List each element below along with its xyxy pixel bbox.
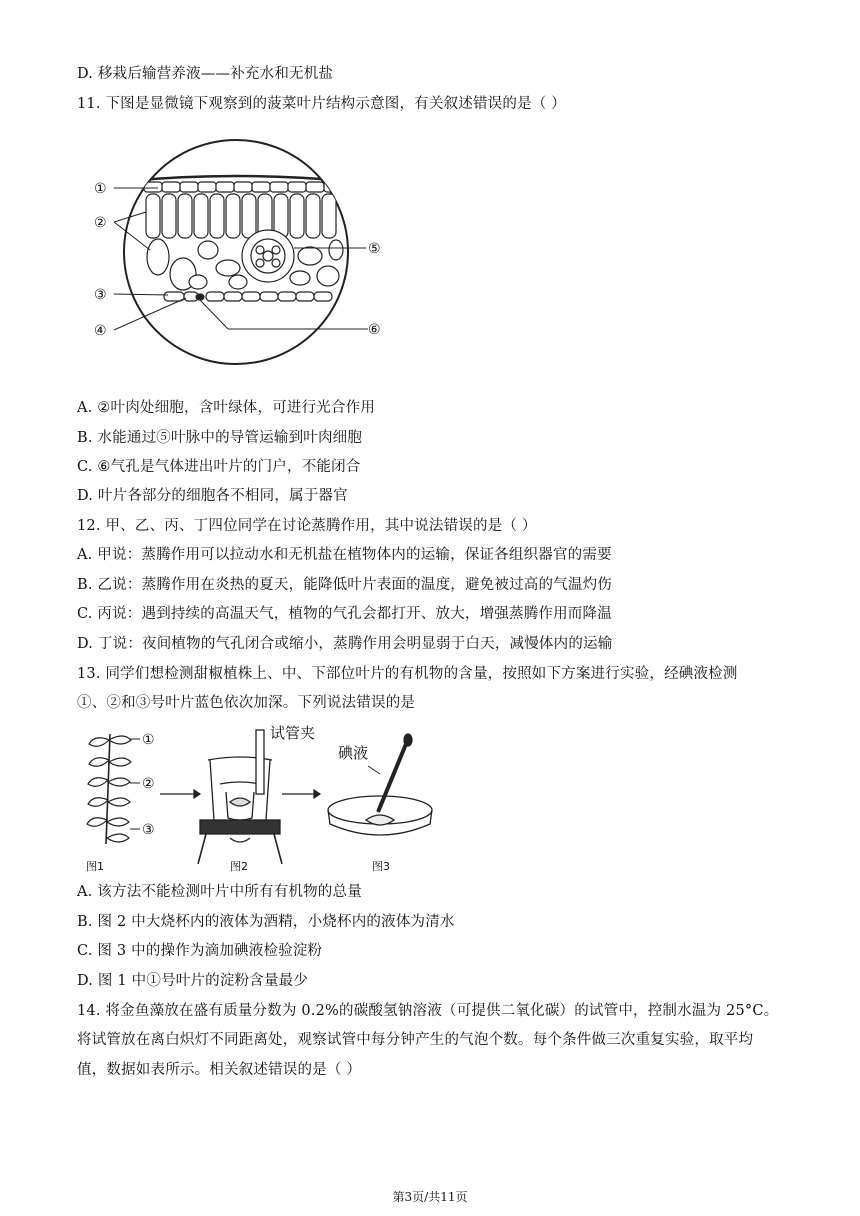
leaf-label-6: ⑥ <box>368 322 381 338</box>
question-14-stem-cont2: 值，数据如表所示。相关叙述错误的是（ ） <box>77 1062 362 1078</box>
experiment-figure <box>80 722 460 874</box>
option-b-q13: B. 图 2 中大烧杯内的液体为酒精，小烧杯内的液体为清水 <box>77 914 455 930</box>
option-a-q11: A. ②叶肉处细胞，含叶绿体，可进行光合作用 <box>77 400 376 416</box>
plant-label-1: ① <box>142 732 155 748</box>
question-13-stem: 13. 同学们想检测甜椒植株上、中、下部位叶片的有机物的含量，按照如下方案进行实验，经碘液检测 <box>77 666 738 682</box>
fig2-caption: 图2 <box>230 860 248 873</box>
option-c-q12: C. 丙说：遇到持续的高温天气，植物的气孔会都打开、放大，增强蒸腾作用而降温 <box>77 606 612 622</box>
option-a-q12: A. 甲说：蒸腾作用可以拉动水和无机盐在植物体内的运输，保证各组织器官的需要 <box>77 547 612 563</box>
leaf-label-2: ② <box>94 215 107 231</box>
option-c-q13: C. 图 3 中的操作为滴加碘液检验淀粉 <box>77 943 323 959</box>
option-a-q13: A. 该方法不能检测叶片中所有有机物的总量 <box>77 884 362 900</box>
leaf-label-4: ④ <box>94 323 107 339</box>
question-14-stem-cont1: 将试管放在离白炽灯不同距离处，观察试管中每分钟产生的气泡个数。每个条件做三次重复实验，取平均 <box>77 1032 754 1048</box>
option-b-q12: B. 乙说：蒸腾作用在炎热的夏天，能降低叶片表面的温度，避免被过高的气温灼伤 <box>77 577 612 593</box>
leaf-label-3: ③ <box>94 287 107 303</box>
option-c-q11: C. ⑥气孔是气体进出叶片的门户，不能闭合 <box>77 459 361 475</box>
fig1-caption: 图1 <box>86 860 104 873</box>
question-13-stem-cont: ①、②和③号叶片蓝色依次加深。下列说法错误的是 <box>77 695 416 711</box>
option-d-q10: D. 移栽后输营养液——补充水和无机盐 <box>77 66 334 82</box>
plant-label-2: ② <box>142 776 155 792</box>
question-11-stem: 11. 下图是显微镜下观察到的菠菜叶片结构示意图，有关叙述错误的是（ ） <box>77 96 566 112</box>
page-footer: 第3页/共11页 <box>392 1190 468 1204</box>
question-12-stem: 12. 甲、乙、丙、丁四位同学在讨论蒸腾作用，其中说法错误的是（ ） <box>77 518 537 534</box>
test-tube-clip-label: 试管夹 <box>270 724 316 742</box>
fig3-caption: 图3 <box>372 860 390 873</box>
question-14-stem: 14. 将金鱼藻放在盛有质量分数为 0.2%的碳酸氢钠溶液（可提供二氧化碳）的试管中，控制水温为 25°C。 <box>77 1003 779 1019</box>
leaf-structure-figure <box>88 132 388 382</box>
leaf-label-1: ① <box>94 181 107 197</box>
iodine-label: 碘液 <box>338 744 369 762</box>
plant-label-3: ③ <box>142 822 155 838</box>
option-d-q13: D. 图 1 中①号叶片的淀粉含量最少 <box>77 973 309 989</box>
option-d-q12: D. 丁说：夜间植物的气孔闭合或缩小，蒸腾作用会明显弱于白天，减慢体内的运输 <box>77 636 613 652</box>
option-b-q11: B. 水能通过⑤叶脉中的导管运输到叶肉细胞 <box>77 430 363 446</box>
leaf-label-5: ⑤ <box>368 241 381 257</box>
option-d-q11: D. 叶片各部分的细胞各不相同，属于器官 <box>77 488 348 504</box>
